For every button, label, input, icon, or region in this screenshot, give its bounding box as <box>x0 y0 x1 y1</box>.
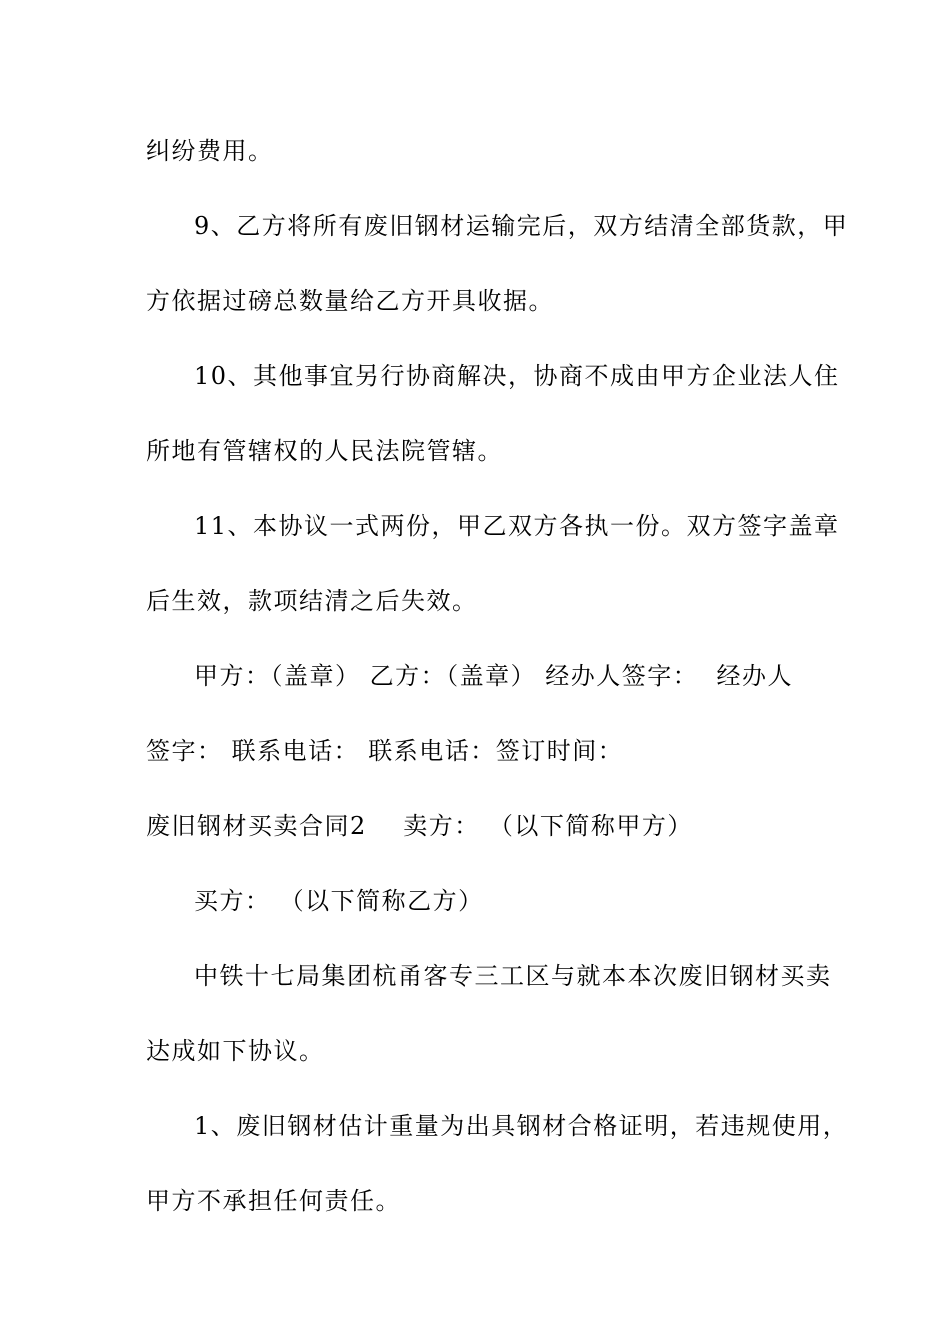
signature-line-1: 甲方：（盖章） 乙方：（盖章） 经办人签字： 经办人 <box>194 662 794 690</box>
clause-9-line-1: 9、乙方将所有废旧钢材运输完后，双方结清全部货款，甲 <box>194 212 849 240</box>
clause-9-line-2: 方依据过磅总数量给乙方开具收据。 <box>146 287 554 315</box>
clause-10-line-1: 10、其他事宜另行协商解决，协商不成由甲方企业法人住 <box>194 362 840 390</box>
clause-1-line-1: 1、废旧钢材估计重量为出具钢材合格证明，若违规使用， <box>194 1112 849 1140</box>
buyer-line: 买方： （以下简称乙方） <box>194 887 484 915</box>
intro-line-2: 达成如下协议。 <box>146 1037 325 1065</box>
clause-10-line-2: 所地有管辖权的人民法院管辖。 <box>146 437 503 465</box>
intro-line-1: 中铁十七局集团杭甬客专三工区与就本本次废旧钢材买卖 <box>194 962 832 990</box>
clause-1-line-2: 甲方不承担任何责任。 <box>146 1187 401 1215</box>
paragraph-line: 纠纷费用。 <box>146 137 274 165</box>
clause-11-line-1: 11、本协议一式两份，甲乙双方各执一份。双方签字盖章 <box>194 512 840 540</box>
clause-11-line-2: 后生效，款项结清之后失效。 <box>146 587 478 615</box>
signature-line-2: 签字： 联系电话： 联系电话：签订时间： <box>146 737 624 765</box>
contract-2-title: 废旧钢材买卖合同2 卖方： （以下简称甲方） <box>146 812 693 840</box>
